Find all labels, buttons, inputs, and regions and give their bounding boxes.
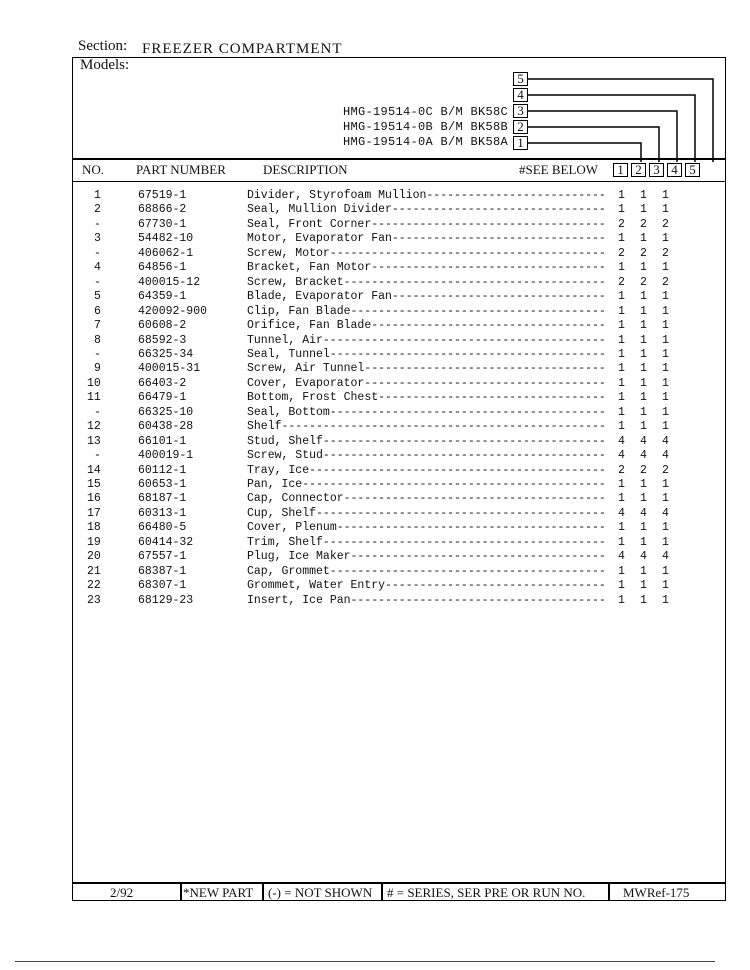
row-qty-series-2: 2 (640, 218, 647, 231)
row-qty-series-1: 2 (618, 218, 625, 231)
row-description: Seal, Mullion Divider (247, 203, 392, 216)
row-qty-series-1: 1 (618, 348, 625, 361)
row-qty-series-1: 1 (618, 521, 625, 534)
row-leader-dashes: ---------------------------------------- (329, 348, 606, 361)
model-box-5: 5 (513, 72, 528, 86)
row-qty-series-3: 1 (662, 362, 669, 375)
row-qty-series-1: 1 (618, 362, 625, 375)
row-qty-series-1: 1 (618, 478, 625, 491)
row-qty-series-3: 1 (662, 261, 669, 274)
row-no: 16 (87, 492, 101, 505)
row-part-number: 68129-23 (138, 594, 194, 607)
row-description: Insert, Ice Pan (247, 594, 351, 607)
row-qty-series-3: 4 (662, 507, 669, 520)
row-qty-series-3: 4 (662, 449, 669, 462)
row-description: Cap, Connector (247, 492, 344, 505)
row-description: Blade, Evaporator Fan (247, 290, 392, 303)
row-no: 21 (87, 565, 101, 578)
footer-divider (381, 883, 383, 901)
row-description: Grommet, Water Entry (247, 579, 386, 592)
row-description: Stud, Shelf (247, 435, 323, 448)
footer-series-note: # = SERIES, SER PRE OR RUN NO. (387, 885, 586, 900)
row-description: Cap, Grommet (247, 565, 330, 578)
footer-new-part: *NEW PART (183, 885, 254, 900)
section-name: FREEZER COMPARTMENT (142, 41, 343, 57)
row-description: Tray, Ice (247, 464, 310, 477)
row-qty-series-1: 1 (618, 406, 625, 419)
row-description: Bracket, Fan Motor (247, 261, 372, 274)
row-leader-dashes: ------------------------------------------ (316, 507, 606, 520)
row-qty-series-1: 1 (618, 391, 625, 404)
row-description: Bottom, Frost Chest (247, 391, 379, 404)
row-qty-series-2: 1 (640, 348, 647, 361)
row-qty-series-3: 1 (662, 521, 669, 534)
row-leader-dashes: ---------------------------------------- (329, 406, 606, 419)
row-part-number: 60414-32 (138, 536, 194, 549)
row-description: Motor, Evaporator Fan (247, 232, 392, 245)
row-part-number: 66325-10 (138, 406, 194, 419)
row-qty-series-3: 1 (662, 348, 669, 361)
model-line-b: HMG-19514-0B B/M BK58B (343, 120, 509, 134)
row-description: Tunnel, Air (247, 334, 323, 347)
header-rule-lower (72, 181, 726, 182)
row-description: Screw, Air Tunnel (247, 362, 365, 375)
row-leader-dashes: ---------------------------------------- (329, 565, 606, 578)
row-qty-series-3: 1 (662, 334, 669, 347)
section-label: Section: (78, 38, 128, 54)
row-qty-series-2: 1 (640, 579, 647, 592)
row-leader-dashes: ---------------------------------- (371, 319, 606, 332)
row-leader-dashes: ----------------------------------------- (322, 435, 606, 448)
row-no: 10 (87, 377, 101, 390)
row-qty-series-3: 1 (662, 478, 669, 491)
row-qty-series-2: 4 (640, 550, 647, 563)
row-part-number: 66403-2 (138, 377, 187, 390)
model-line-c: HMG-19514-0C B/M BK58C (343, 105, 509, 119)
row-description: Cover, Plenum (247, 521, 337, 534)
row-qty-series-3: 1 (662, 232, 669, 245)
row-part-number: 68187-1 (138, 492, 187, 505)
row-qty-series-3: 1 (662, 290, 669, 303)
row-qty-series-1: 1 (618, 232, 625, 245)
row-qty-series-1: 1 (618, 189, 625, 202)
row-qty-series-2: 1 (640, 261, 647, 274)
row-description: Cover, Evaporator (247, 377, 365, 390)
row-qty-series-1: 1 (618, 492, 625, 505)
row-no: 17 (87, 507, 101, 520)
row-qty-series-3: 1 (662, 420, 669, 433)
row-qty-series-2: 1 (640, 319, 647, 332)
row-description: Clip, Fan Blade (247, 305, 351, 318)
row-leader-dashes: -------------------------------------- (343, 492, 606, 505)
row-part-number: 66325-34 (138, 348, 194, 361)
row-leader-dashes: ----------------------------------------- (322, 536, 606, 549)
row-qty-series-3: 2 (662, 218, 669, 231)
row-qty-series-3: 1 (662, 492, 669, 505)
row-no: 4 (94, 261, 101, 274)
row-leader-dashes: ----------------------------------------- (322, 334, 606, 347)
row-leader-dashes: ----------------------------------------------- (281, 420, 606, 433)
footer-divider (608, 883, 610, 901)
row-no: 1 (94, 189, 101, 202)
row-qty-series-1: 1 (618, 319, 625, 332)
row-qty-series-2: 1 (640, 189, 647, 202)
row-qty-series-2: 2 (640, 276, 647, 289)
row-leader-dashes: ------------------------------------------- (309, 464, 606, 477)
row-qty-series-2: 1 (640, 305, 647, 318)
row-qty-series-3: 1 (662, 565, 669, 578)
row-qty-series-2: 4 (640, 507, 647, 520)
row-leader-dashes: -------------------------- (426, 189, 606, 202)
row-leader-dashes: ------------------------------------- (350, 305, 606, 318)
row-qty-series-1: 4 (618, 435, 625, 448)
row-part-number: 60608-2 (138, 319, 187, 332)
row-no: 12 (87, 420, 101, 433)
row-description: Cup, Shelf (247, 507, 317, 520)
series-box-2: 2 (631, 163, 646, 177)
row-no: - (94, 406, 101, 419)
row-qty-series-3: 4 (662, 550, 669, 563)
row-description: Screw, Motor (247, 247, 330, 260)
row-no: 14 (87, 464, 101, 477)
row-qty-series-3: 1 (662, 579, 669, 592)
row-qty-series-3: 1 (662, 377, 669, 390)
row-qty-series-1: 1 (618, 305, 625, 318)
row-qty-series-3: 1 (662, 406, 669, 419)
row-qty-series-2: 1 (640, 377, 647, 390)
row-part-number: 420092-900 (138, 305, 208, 318)
row-qty-series-3: 1 (662, 594, 669, 607)
row-leader-dashes: --------------------------------- (378, 391, 606, 404)
row-qty-series-3: 2 (662, 247, 669, 260)
row-leader-dashes: ---------------------------------- (371, 261, 606, 274)
row-no: - (94, 348, 101, 361)
row-qty-series-2: 2 (640, 247, 647, 260)
row-leader-dashes: --------------------------------------- (336, 521, 606, 534)
row-part-number: 66480-5 (138, 521, 187, 534)
row-leader-dashes: -------------------------------------------- (302, 478, 606, 491)
row-no: - (94, 218, 101, 231)
row-leader-dashes: ---------------------------------------- (329, 247, 606, 260)
row-qty-series-2: 1 (640, 521, 647, 534)
row-qty-series-3: 4 (662, 435, 669, 448)
col-see-below-header: #SEE BELOW (519, 162, 599, 177)
row-part-number: 64856-1 (138, 261, 187, 274)
row-no: - (94, 276, 101, 289)
row-description: Seal, Tunnel (247, 348, 330, 361)
row-leader-dashes: -------------------------------- (385, 579, 606, 592)
row-description: Seal, Front Corner (247, 218, 372, 231)
row-qty-series-3: 2 (662, 464, 669, 477)
row-qty-series-3: 1 (662, 203, 669, 216)
row-leader-dashes: ----------------------------------- (364, 377, 606, 390)
row-qty-series-3: 1 (662, 391, 669, 404)
row-part-number: 400019-1 (138, 449, 194, 462)
row-qty-series-2: 1 (640, 492, 647, 505)
row-part-number: 60438-28 (138, 420, 194, 433)
row-no: 11 (87, 391, 101, 404)
row-leader-dashes: ----------------------------------- (364, 362, 606, 375)
row-qty-series-1: 1 (618, 536, 625, 549)
model-box-4: 4 (513, 88, 528, 102)
models-label: Models: (80, 57, 130, 73)
row-no: 2 (94, 203, 101, 216)
col-description-header: DESCRIPTION (263, 162, 348, 177)
row-leader-dashes: ----------------------------------------- (322, 449, 606, 462)
row-part-number: 68592-3 (138, 334, 187, 347)
row-qty-series-2: 1 (640, 334, 647, 347)
row-no: 18 (87, 521, 101, 534)
row-qty-series-2: 1 (640, 478, 647, 491)
row-part-number: 66479-1 (138, 391, 187, 404)
model-box-2: 2 (513, 120, 528, 134)
row-qty-series-2: 1 (640, 290, 647, 303)
row-qty-series-1: 1 (618, 579, 625, 592)
row-no: 6 (94, 305, 101, 318)
row-qty-series-3: 2 (662, 276, 669, 289)
row-part-number: 60112-1 (138, 464, 187, 477)
row-part-number: 400015-12 (138, 276, 201, 289)
row-qty-series-1: 4 (618, 449, 625, 462)
row-qty-series-1: 1 (618, 377, 625, 390)
row-leader-dashes: ------------------------------- (391, 203, 606, 216)
row-qty-series-1: 1 (618, 565, 625, 578)
model-line-a: HMG-19514-0A B/M BK58A (343, 135, 509, 149)
row-part-number: 54482-10 (138, 232, 194, 245)
row-part-number: 66101-1 (138, 435, 187, 448)
row-qty-series-2: 1 (640, 232, 647, 245)
row-qty-series-1: 1 (618, 594, 625, 607)
col-part-number-header: PART NUMBER (136, 162, 226, 177)
row-qty-series-1: 1 (618, 334, 625, 347)
row-part-number: 67519-1 (138, 189, 187, 202)
row-qty-series-2: 1 (640, 536, 647, 549)
row-qty-series-3: 1 (662, 305, 669, 318)
row-qty-series-1: 2 (618, 276, 625, 289)
footer-divider (180, 883, 182, 901)
row-qty-series-2: 1 (640, 594, 647, 607)
col-no-header: NO. (82, 162, 105, 177)
row-part-number: 68387-1 (138, 565, 187, 578)
page-bottom-rule (15, 961, 715, 962)
row-description: Orifice, Fan Blade (247, 319, 372, 332)
series-box-4: 4 (667, 163, 682, 177)
row-leader-dashes: ------------------------------- (391, 232, 606, 245)
row-description: Screw, Bracket (247, 276, 344, 289)
row-no: 8 (94, 334, 101, 347)
row-qty-series-1: 1 (618, 290, 625, 303)
series-box-3: 3 (649, 163, 664, 177)
row-qty-series-2: 1 (640, 406, 647, 419)
row-qty-series-2: 1 (640, 391, 647, 404)
row-no: 13 (87, 435, 101, 448)
row-no: 3 (94, 232, 101, 245)
row-part-number: 67730-1 (138, 218, 187, 231)
row-qty-series-3: 1 (662, 189, 669, 202)
row-leader-dashes: ------------------------------------- (350, 550, 606, 563)
model-box-3: 3 (513, 104, 528, 118)
row-part-number: 400015-31 (138, 362, 201, 375)
row-qty-series-2: 1 (640, 203, 647, 216)
row-description: Trim, Shelf (247, 536, 323, 549)
row-part-number: 64359-1 (138, 290, 187, 303)
row-qty-series-1: 1 (618, 420, 625, 433)
row-qty-series-3: 1 (662, 536, 669, 549)
row-qty-series-2: 4 (640, 435, 647, 448)
series-box-1: 1 (613, 163, 628, 177)
footer-divider (262, 883, 264, 901)
row-qty-series-1: 1 (618, 203, 625, 216)
row-qty-series-1: 2 (618, 247, 625, 260)
row-no: 5 (94, 290, 101, 303)
row-qty-series-2: 4 (640, 449, 647, 462)
footer-not-shown: (-) = NOT SHOWN (268, 885, 373, 900)
series-box-5: 5 (685, 163, 700, 177)
row-part-number: 60653-1 (138, 478, 187, 491)
row-leader-dashes: ------------------------------- (391, 290, 606, 303)
row-no: - (94, 449, 101, 462)
row-qty-series-3: 1 (662, 319, 669, 332)
row-no: 20 (87, 550, 101, 563)
row-qty-series-2: 2 (640, 464, 647, 477)
row-description: Shelf (247, 420, 282, 433)
footer-ref: MWRef-175 (623, 885, 690, 900)
row-qty-series-2: 1 (640, 420, 647, 433)
row-qty-series-2: 1 (640, 362, 647, 375)
row-part-number: 68307-1 (138, 579, 187, 592)
row-description: Seal, Bottom (247, 406, 330, 419)
row-leader-dashes: ------------------------------------- (350, 594, 606, 607)
row-part-number: 68866-2 (138, 203, 187, 216)
footer-rule (72, 882, 726, 884)
row-no: 7 (94, 319, 101, 332)
row-no: 9 (94, 362, 101, 375)
row-part-number: 67557-1 (138, 550, 187, 563)
row-no: 23 (87, 594, 101, 607)
row-qty-series-1: 4 (618, 550, 625, 563)
row-qty-series-1: 4 (618, 507, 625, 520)
model-box-1: 1 (513, 136, 528, 150)
footer-date: 2/92 (110, 885, 134, 900)
row-qty-series-1: 2 (618, 464, 625, 477)
row-qty-series-1: 1 (618, 261, 625, 274)
row-part-number: 406062-1 (138, 247, 194, 260)
row-description: Pan, Ice (247, 478, 303, 491)
row-no: 19 (87, 536, 101, 549)
row-leader-dashes: ---------------------------------- (371, 218, 606, 231)
row-no: 22 (87, 579, 101, 592)
header-rule (72, 158, 726, 160)
row-qty-series-2: 1 (640, 565, 647, 578)
row-no: - (94, 247, 101, 260)
row-description: Plug, Ice Maker (247, 550, 351, 563)
row-description: Divider, Styrofoam Mullion (247, 189, 427, 202)
row-part-number: 60313-1 (138, 507, 187, 520)
row-no: 15 (87, 478, 101, 491)
row-description: Screw, Stud (247, 449, 323, 462)
row-leader-dashes: -------------------------------------- (343, 276, 606, 289)
